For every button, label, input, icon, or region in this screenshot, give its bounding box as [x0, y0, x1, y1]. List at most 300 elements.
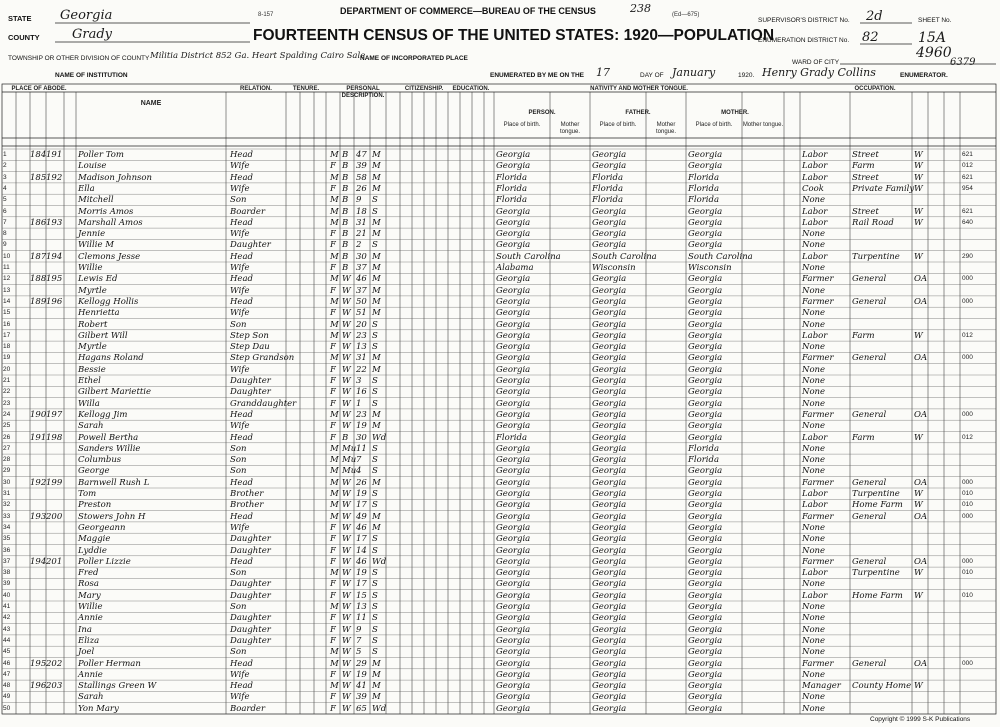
table-row: [0, 273, 1000, 285]
cell-age: 39: [356, 692, 367, 703]
cell-n: 27: [3, 444, 11, 452]
cell-code: [962, 703, 994, 715]
cell-ind: Street: [852, 172, 879, 183]
cell-ms: M: [372, 229, 381, 240]
cell-sex: F: [330, 432, 336, 443]
cell-sex: F: [330, 669, 336, 680]
cell-ms: M: [372, 308, 381, 319]
cell-race: W: [342, 681, 351, 692]
cell-ind: General: [852, 409, 887, 420]
cell-pb: Florida: [496, 432, 528, 443]
cell-name: Mitchell: [78, 195, 114, 206]
cell-fpb: Georgia: [592, 522, 627, 533]
cell-rel: Son: [230, 647, 247, 658]
cell-race: Mu: [342, 455, 357, 466]
cell-ind: [852, 646, 912, 658]
cell-rel: Head: [230, 274, 253, 285]
cell-ind: Turpentine: [852, 489, 900, 499]
cell-code: [962, 228, 994, 240]
cell-rel: Step Dau: [230, 342, 270, 353]
sheet-value: 15A: [918, 30, 946, 46]
cell-n: 19: [3, 354, 11, 362]
cell-ms: M: [372, 522, 381, 533]
cell-mpb: Georgia: [688, 489, 723, 499]
cell-cls: [914, 646, 926, 658]
table-row: [0, 239, 1000, 251]
cell-name: Powell Bertha: [78, 432, 139, 443]
cell-race: B: [342, 206, 349, 217]
cell-ind: [852, 545, 912, 557]
cell-fpb: South Carolina: [592, 251, 657, 262]
cell-fam: 203: [46, 681, 63, 692]
cell-fam: [46, 612, 64, 624]
cell-n: 29: [3, 467, 11, 475]
cell-fpb: Georgia: [592, 409, 627, 420]
cell-age: 41: [356, 681, 367, 692]
cell-ms: S: [372, 443, 378, 454]
cell-fam: 199: [46, 477, 63, 488]
cell-sex: M: [330, 150, 339, 160]
cell-occ: Farmer: [802, 556, 834, 567]
cell-pb: Georgia: [496, 308, 531, 319]
cell-cls: [914, 454, 926, 466]
person-pob-header: Place of birth.: [503, 122, 541, 128]
cell-fpb: Georgia: [592, 387, 627, 398]
cell-name: Mary: [78, 590, 101, 601]
cell-pb: Georgia: [496, 342, 531, 353]
cell-n: 10: [3, 252, 11, 260]
cell-fam: 196: [46, 296, 63, 307]
cell-ind: [852, 669, 912, 681]
cell-sex: F: [330, 613, 336, 624]
table-row: [0, 522, 1000, 534]
cell-name: Willie: [78, 602, 103, 612]
cell-ind: [852, 612, 912, 624]
cell-code: 954: [962, 184, 973, 192]
cell-n: 1: [3, 151, 7, 158]
cell-code: [962, 691, 994, 703]
cell-sex: F: [330, 635, 336, 646]
cell-sex: F: [330, 183, 336, 194]
cell-mpb: Georgia: [688, 590, 723, 601]
cell-ind: [852, 398, 912, 410]
cell-dw: [30, 183, 46, 195]
cell-cls: W: [914, 432, 923, 443]
cell-name: Tom: [78, 489, 97, 499]
county-value: Grady: [72, 27, 113, 42]
cell-cls: OA: [914, 409, 928, 420]
cell-n: 50: [3, 704, 11, 712]
cell-n: 35: [3, 535, 11, 543]
cell-sex: F: [330, 229, 336, 240]
cell-mpb: South Carolina: [688, 251, 753, 262]
cell-occ: None: [802, 624, 826, 635]
cell-ind: [852, 285, 912, 297]
cell-race: W: [342, 376, 351, 386]
cell-mpb: Florida: [688, 443, 720, 454]
cell-name: Clemons Jesse: [78, 251, 141, 262]
cell-cls: OA: [914, 477, 928, 488]
cell-ind: Turpentine: [852, 251, 900, 262]
cell-rel: Daughter: [230, 579, 271, 590]
cell-race: W: [342, 579, 351, 590]
cell-ind: General: [852, 658, 887, 669]
cell-name: Preston: [78, 500, 112, 511]
cell-fam: [46, 488, 64, 500]
cell-name: Marshall Amos: [78, 217, 143, 228]
cell-occ: None: [802, 263, 826, 273]
cell-race: B: [342, 240, 349, 251]
cell-sex: F: [330, 421, 336, 432]
cell-sex: M: [330, 511, 339, 522]
cell-n: 47: [3, 670, 11, 678]
cell-age: 9: [356, 624, 362, 635]
cell-name: Louise: [78, 161, 107, 172]
cell-dw: [30, 590, 46, 602]
cell-code: [962, 341, 994, 353]
cell-fpb: Georgia: [592, 161, 627, 172]
cell-sex: M: [330, 602, 339, 612]
cell-code: [962, 646, 994, 658]
cell-code: [962, 386, 994, 398]
cell-ind: [852, 375, 912, 387]
cell-dw: [30, 669, 46, 681]
cell-n: 34: [3, 523, 11, 531]
cell-fpb: Georgia: [592, 342, 627, 353]
cell-age: 23: [356, 409, 367, 420]
cell-race: W: [342, 534, 351, 545]
cell-age: 37: [356, 285, 367, 296]
cell-n: 43: [3, 625, 11, 633]
cell-n: 40: [3, 591, 11, 599]
cell-pb: Georgia: [496, 229, 531, 240]
table-row: [0, 691, 1000, 703]
cell-cls: [914, 398, 926, 410]
cell-dw: 195: [30, 658, 47, 669]
cell-occ: Labor: [802, 172, 828, 183]
cell-rel: Head: [230, 251, 253, 262]
table-row: [0, 160, 1000, 172]
cell-occ: Labor: [802, 489, 828, 499]
cell-age: 20: [356, 319, 367, 330]
cell-occ: Cook: [802, 183, 824, 194]
township-value: Militia District 852 Ga. Heart Spalding Cairo Sale: [150, 51, 366, 61]
cell-ind: [852, 533, 912, 545]
table-row: [0, 251, 1000, 263]
cell-rel: Brother: [230, 500, 264, 511]
table-row: [0, 646, 1000, 658]
cell-code: [962, 285, 994, 297]
cell-ms: M: [372, 364, 381, 375]
cell-fpb: Georgia: [592, 319, 627, 330]
cell-mpb: Georgia: [688, 217, 723, 228]
cell-fpb: Georgia: [592, 669, 627, 680]
cell-age: 29: [356, 658, 367, 669]
cell-race: W: [342, 489, 351, 499]
cell-occ: None: [802, 364, 826, 375]
cell-fpb: Georgia: [592, 443, 627, 454]
cell-sex: M: [330, 443, 339, 454]
table-row: [0, 341, 1000, 353]
cell-name: Willie M: [78, 240, 114, 251]
cell-ms: S: [372, 647, 378, 658]
cell-mpb: Georgia: [688, 692, 723, 703]
cell-name: Jennie: [78, 229, 106, 240]
table-row: [0, 172, 1000, 184]
cell-pb: Georgia: [496, 319, 531, 330]
cell-n: 14: [3, 297, 11, 305]
cell-ind: Farm: [852, 432, 875, 443]
cell-pb: Florida: [496, 172, 528, 183]
cell-fpb: Georgia: [592, 398, 627, 409]
cell-dw: 194: [30, 556, 47, 567]
cell-fpb: Georgia: [592, 432, 627, 443]
table-row: [0, 590, 1000, 602]
cell-mpb: Georgia: [688, 556, 723, 567]
cell-occ: None: [802, 342, 826, 353]
supervisor-value: 2d: [866, 9, 883, 24]
table-row: [0, 432, 1000, 444]
cell-fpb: Georgia: [592, 624, 627, 635]
cell-fam: [46, 239, 64, 251]
cell-pb: South Carolina: [496, 251, 561, 262]
table-row: [0, 499, 1000, 511]
cell-ms: S: [372, 376, 378, 386]
cell-age: 5: [356, 647, 362, 658]
cell-occ: Farmer: [802, 274, 834, 285]
cell-mpb: Georgia: [688, 635, 723, 646]
cell-sex: M: [330, 319, 339, 330]
cell-fam: 194: [46, 251, 63, 262]
cell-dw: 189: [30, 296, 47, 307]
cell-n: 49: [3, 693, 11, 701]
cell-occ: Labor: [802, 206, 828, 217]
cell-race: W: [342, 613, 351, 624]
cell-rel: Son: [230, 568, 247, 579]
cell-sex: M: [330, 217, 339, 228]
cell-sex: F: [330, 387, 336, 398]
cell-code: [962, 398, 994, 410]
day-of-label: DAY OF: [640, 72, 664, 79]
cell-ind: [852, 465, 912, 477]
cell-age: 46: [356, 274, 367, 285]
table-row: [0, 658, 1000, 670]
cell-mpb: Georgia: [688, 647, 723, 658]
table-row: [0, 285, 1000, 297]
table-row: [0, 477, 1000, 489]
cell-mpb: Georgia: [688, 319, 723, 330]
department-heading: DEPARTMENT OF COMMERCE—BUREAU OF THE CENSUS: [340, 6, 596, 16]
cell-name: Eliza: [78, 635, 100, 646]
cell-cls: [914, 691, 926, 703]
cell-n: 20: [3, 365, 11, 373]
cell-ind: [852, 386, 912, 398]
cell-rel: Wife: [230, 308, 250, 319]
cell-ind: [852, 454, 912, 466]
cell-fam: [46, 533, 64, 545]
cell-code: [962, 239, 994, 251]
cell-dw: [30, 443, 46, 455]
cell-ind: [852, 262, 912, 274]
cell-rel: Wife: [230, 669, 250, 680]
person-tongue-header: Mother tongue.: [559, 122, 581, 135]
cell-dw: [30, 386, 46, 398]
cell-ms: M: [372, 217, 381, 228]
institution-label: NAME OF INSTITUTION: [55, 72, 128, 79]
cell-fam: 202: [46, 658, 63, 669]
cell-fam: [46, 703, 64, 715]
cell-occ: None: [802, 398, 826, 409]
cell-pb: Georgia: [496, 647, 531, 658]
cell-cls: W: [914, 330, 923, 341]
cell-pb: Georgia: [496, 409, 531, 420]
cell-age: 13: [356, 602, 367, 612]
cell-occ: None: [802, 613, 826, 624]
cell-mpb: Georgia: [688, 658, 723, 669]
stamp-right-2: 6379: [950, 57, 976, 68]
cell-ms: S: [372, 635, 378, 646]
cell-n: 21: [3, 377, 11, 384]
cell-cls: [914, 578, 926, 590]
cell-age: 17: [356, 534, 367, 545]
cell-pb: Georgia: [496, 421, 531, 432]
cell-ind: [852, 364, 912, 376]
cell-cls: W: [914, 161, 923, 172]
cell-sex: F: [330, 534, 336, 545]
cell-fam: [46, 624, 64, 636]
table-row: [0, 556, 1000, 568]
cell-race: B: [342, 161, 349, 172]
cell-rel: Wife: [230, 285, 250, 296]
enumerated-day: 17: [596, 66, 610, 79]
cell-rel: Son: [230, 602, 247, 612]
table-row: [0, 567, 1000, 579]
cell-occ: None: [802, 545, 826, 556]
cell-code: 012: [962, 433, 973, 441]
cell-cls: [914, 307, 926, 319]
cell-age: 14: [356, 545, 367, 556]
cell-code: 010: [962, 490, 973, 497]
cell-sex: M: [330, 353, 339, 364]
cell-occ: Labor: [802, 500, 828, 511]
cell-occ: Labor: [802, 161, 828, 172]
cell-pb: Georgia: [496, 477, 531, 488]
cell-fpb: Georgia: [592, 681, 627, 692]
cell-fam: 201: [46, 556, 63, 567]
cell-mpb: Georgia: [688, 568, 723, 579]
cell-dw: [30, 420, 46, 432]
cell-sex: F: [330, 703, 336, 714]
cell-ind: County Home: [852, 681, 912, 692]
cell-n: 28: [3, 456, 11, 464]
cell-dw: [30, 194, 46, 206]
cell-name: Barnwell Rush L: [78, 477, 150, 488]
cell-sex: F: [330, 398, 336, 409]
cell-ind: [852, 578, 912, 590]
cell-mpb: Georgia: [688, 477, 723, 488]
cell-ms: Wd: [372, 556, 387, 567]
cell-pb: Georgia: [496, 150, 531, 160]
cell-rel: Daughter: [230, 635, 271, 646]
cell-ind: [852, 443, 912, 455]
cell-rel: Head: [230, 409, 253, 420]
cell-race: Mu: [342, 443, 357, 454]
cell-code: 000: [962, 354, 973, 362]
cell-ms: M: [372, 511, 381, 522]
cell-fpb: Georgia: [592, 206, 627, 217]
cell-n: 3: [3, 173, 7, 181]
cell-age: 11: [356, 613, 367, 624]
cell-name: Annie: [78, 669, 103, 680]
cell-code: [962, 578, 994, 590]
cell-age: 1: [356, 398, 362, 409]
cell-ind: [852, 691, 912, 703]
cell-race: W: [342, 590, 351, 601]
cell-sex: F: [330, 579, 336, 590]
cell-name: Poller Tom: [78, 150, 124, 160]
township-label: TOWNSHIP OR OTHER DIVISION OF COUNTY: [8, 55, 150, 62]
cell-age: 65: [356, 703, 367, 714]
cell-rel: Head: [230, 556, 253, 567]
cell-n: 33: [3, 512, 11, 520]
cell-ind: [852, 601, 912, 613]
cell-dw: [30, 285, 46, 297]
cell-dw: [30, 364, 46, 376]
cell-name: Ethel: [78, 376, 101, 386]
table-row: [0, 319, 1000, 331]
cell-mpb: Georgia: [688, 353, 723, 364]
cell-n: 9: [3, 241, 7, 249]
cell-age: 26: [356, 477, 367, 488]
cell-occ: None: [802, 703, 826, 714]
cell-ind: Street: [852, 206, 879, 217]
cell-race: W: [342, 319, 351, 330]
cell-dw: [30, 239, 46, 251]
cell-ind: General: [852, 511, 887, 522]
cell-fpb: Georgia: [592, 330, 627, 341]
cell-race: W: [342, 511, 351, 522]
cell-n: 32: [3, 501, 11, 509]
cell-age: 18: [356, 206, 367, 217]
cell-dw: 196: [30, 681, 47, 692]
cell-pb: Georgia: [496, 692, 531, 703]
cell-fam: [46, 601, 64, 613]
cell-age: 7: [356, 455, 362, 466]
cell-ind: [852, 635, 912, 647]
state-label: STATE: [8, 14, 32, 23]
cell-pb: Georgia: [496, 624, 531, 635]
cell-mpb: Georgia: [688, 206, 723, 217]
cell-ms: S: [372, 613, 378, 624]
cell-mpb: Georgia: [688, 398, 723, 409]
cell-name: Sarah: [78, 692, 104, 703]
cell-fpb: Georgia: [592, 534, 627, 545]
cell-mpb: Georgia: [688, 274, 723, 285]
mother-tongue-header: Mother tongue.: [742, 122, 784, 128]
cell-cls: [914, 386, 926, 398]
cell-code: 000: [962, 297, 973, 305]
cell-ms: M: [372, 161, 381, 172]
cell-age: 19: [356, 421, 367, 432]
cell-sex: M: [330, 274, 339, 285]
cell-cls: [914, 319, 926, 331]
cell-fam: [46, 465, 64, 477]
cell-age: 31: [356, 217, 367, 228]
table-row: [0, 386, 1000, 398]
cell-dw: [30, 398, 46, 410]
cell-fpb: Georgia: [592, 150, 627, 160]
cell-name: Stallings Green W: [78, 681, 157, 692]
